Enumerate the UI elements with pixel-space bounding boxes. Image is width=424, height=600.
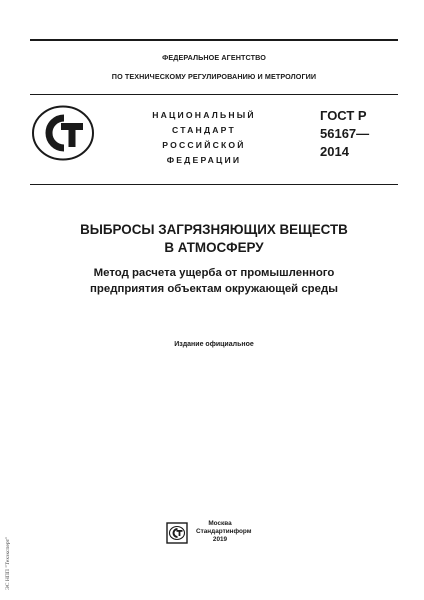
designation-line-3: 2014 bbox=[320, 144, 349, 159]
standard-designation bbox=[320, 107, 369, 161]
standard-type-line-3: РОССИЙСКОЙ bbox=[162, 140, 246, 150]
standard-type-line-4: ФЕДЕРАЦИИ bbox=[166, 155, 242, 165]
document-title bbox=[30, 221, 398, 257]
subtitle-line-2: предприятия объектам окружающей среды bbox=[90, 283, 338, 295]
publisher-city: Москва bbox=[208, 520, 232, 527]
publisher-name: Стандартинформ bbox=[196, 528, 252, 535]
document-subtitle bbox=[30, 265, 398, 297]
edition-label: Издание официальное bbox=[174, 341, 254, 348]
designation-line-2: 56167— bbox=[320, 126, 370, 141]
top-rule bbox=[30, 39, 398, 41]
standard-type bbox=[140, 108, 268, 168]
publisher-year: 2019 bbox=[212, 536, 228, 543]
publisher-imprint bbox=[196, 520, 252, 544]
rst-logo-icon bbox=[31, 104, 95, 162]
subtitle-line-1: Метод расчета ущерба от промышленного bbox=[93, 267, 335, 279]
standard-type-line-2: СТАНДАРТ bbox=[172, 125, 236, 135]
standard-divider bbox=[30, 184, 398, 185]
standard-type-line-1: НАЦИОНАЛЬНЫЙ bbox=[152, 110, 256, 120]
agency-line-1: ФЕДЕРАЛЬНОЕ АГЕНТСТВО bbox=[162, 53, 266, 62]
designation-line-1: ГОСТ Р bbox=[320, 108, 367, 123]
title-line-2: В АТМОСФЕРУ bbox=[164, 240, 264, 255]
vertical-watermark: ЭС НПП "Техэксперт" bbox=[5, 536, 11, 590]
title-line-1: ВЫБРОСЫ ЗАГРЯЗНЯЮЩИХ ВЕЩЕСТВ bbox=[80, 222, 348, 237]
agency-line-2: ПО ТЕХНИЧЕСКОМУ РЕГУЛИРОВАНИЮ И МЕТРОЛОГИИ bbox=[111, 72, 317, 81]
header-divider bbox=[30, 94, 398, 95]
standartinform-logo-icon bbox=[166, 522, 188, 544]
